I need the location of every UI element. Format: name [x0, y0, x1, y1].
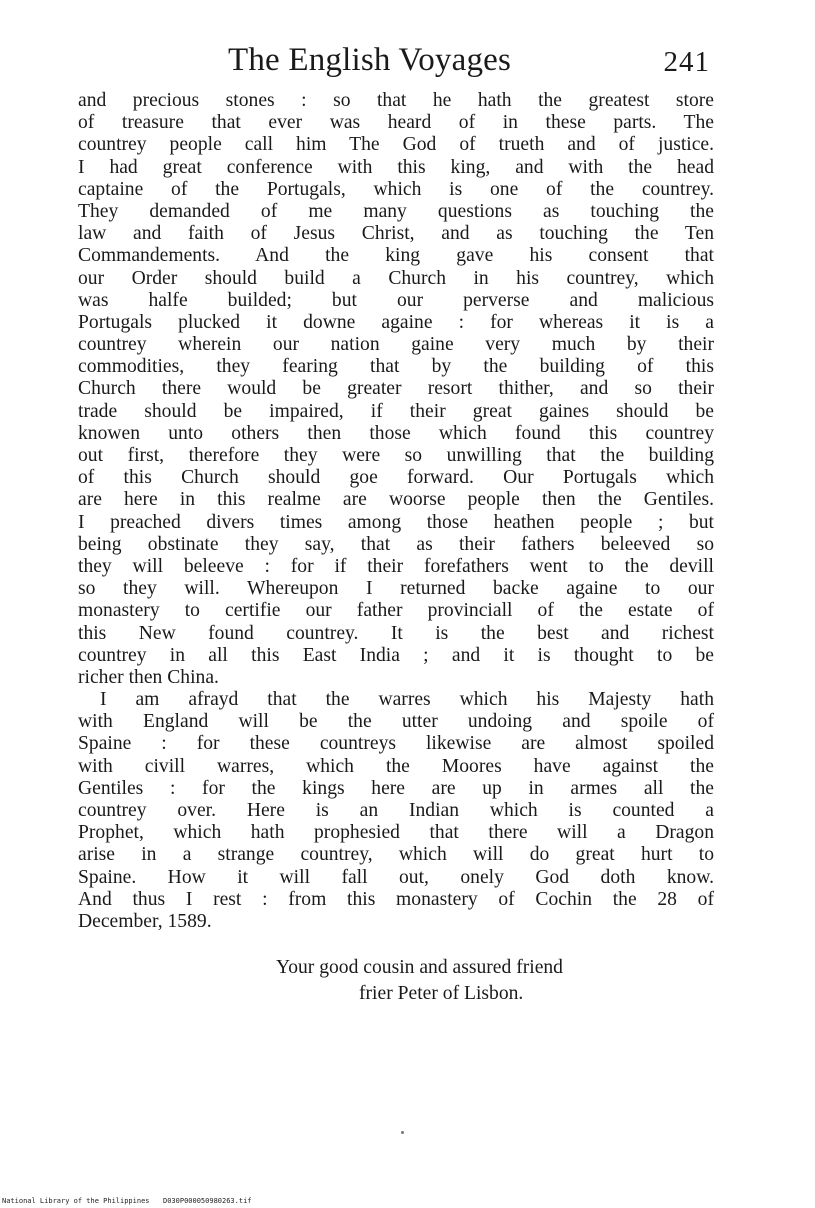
text-line: captaine of the Portugals, which is one of the countrey. [78, 178, 714, 200]
text-line: our Order should build a Church in his countrey, which [78, 267, 714, 289]
closing-salutation: Your good cousin and assured friend [276, 957, 563, 978]
text-line: monastery to certifie our father provinciall of the estate of [78, 600, 714, 622]
body-text [78, 90, 714, 933]
text-line: And thus I rest : from this monastery of Cochin the 28 of [78, 888, 714, 910]
text-line: of this Church should goe forward. Our Portugals which [78, 467, 714, 489]
signatory-name: frier Peter of Lisbon. [359, 983, 524, 1004]
text-line: I had great conference with this king, and with the head [78, 156, 714, 178]
text-line: trade should be impaired, if their great gaines should be [78, 400, 714, 422]
text-line: countrey over. Here is an Indian which is counted a [78, 800, 714, 821]
text-line: Commandements. And the king gave his consent that [78, 245, 714, 267]
text-line: are here in this realme are woorse people then the Gentiles. [78, 489, 714, 511]
running-head: The English Voyages [228, 42, 512, 78]
text-line: richer then China. [78, 666, 219, 688]
text-line: Spaine : for these countreys likewise are almost spoiled [78, 733, 714, 755]
text-line: countrey in all this East India ; and it is thought to be [78, 644, 714, 666]
text-line: December, 1589. [78, 910, 212, 932]
text-line: so they will. Whereupon I returned backe againe to our [78, 578, 714, 600]
text-line: this New found countrey. It is the best and richest [78, 622, 714, 644]
text-line: commodities, they fearing that by the building of this [78, 356, 714, 378]
text-line: I am afrayd that the warres which his Majesty hath [100, 689, 714, 711]
text-line: Gentiles : for the kings here are up in armes all the [78, 777, 714, 799]
text-line: and precious stones : so that he hath the greatest store [78, 90, 714, 111]
text-line: being obstinate they say, that as their fathers beleeved so [78, 533, 714, 555]
scan-credit: National Library of the Philippines [2, 1197, 150, 1205]
text-line: They demanded of me many questions as touching the [78, 200, 714, 222]
text-line: with England will be the utter undoing and spoile of [78, 711, 714, 733]
text-line: countrey people call him The God of trueth and of justice. [78, 134, 714, 156]
page-header [78, 38, 714, 88]
text-line: out first, therefore they were so unwilling that the building [78, 445, 714, 466]
text-line: they will beleeve : for if their forefathers went to the devill [78, 555, 714, 577]
text-line: Prophet, which hath prophesied that there will a Dragon [78, 822, 714, 844]
text-line: arise in a strange countrey, which will do great hurt to [78, 844, 714, 866]
text-line: Spaine. How it will fall out, onely God doth know. [78, 866, 714, 888]
text-line: was halfe builded; but our perverse and malicious [78, 289, 714, 311]
scan-speck [401, 1131, 404, 1134]
page-number: 241 [663, 46, 710, 78]
text-line: with civill warres, which the Moores have against the [78, 755, 714, 777]
text-line: of treasure that ever was heard of in these parts. The [78, 112, 714, 134]
scan-filename: D030P000050980263.tif [163, 1197, 252, 1205]
text-line: knowen unto others then those which found this countrey [78, 422, 714, 444]
text-line: law and faith of Jesus Christ, and as touching the Ten [78, 223, 714, 245]
text-line: countrey wherein our nation gaine very much by their [78, 334, 714, 356]
text-line: I preached divers times among those heathen people ; but [78, 511, 714, 533]
text-line: Portugals plucked it downe againe : for whereas it is a [78, 311, 714, 333]
text-line: Church there would be greater resort thither, and so their [78, 378, 714, 400]
